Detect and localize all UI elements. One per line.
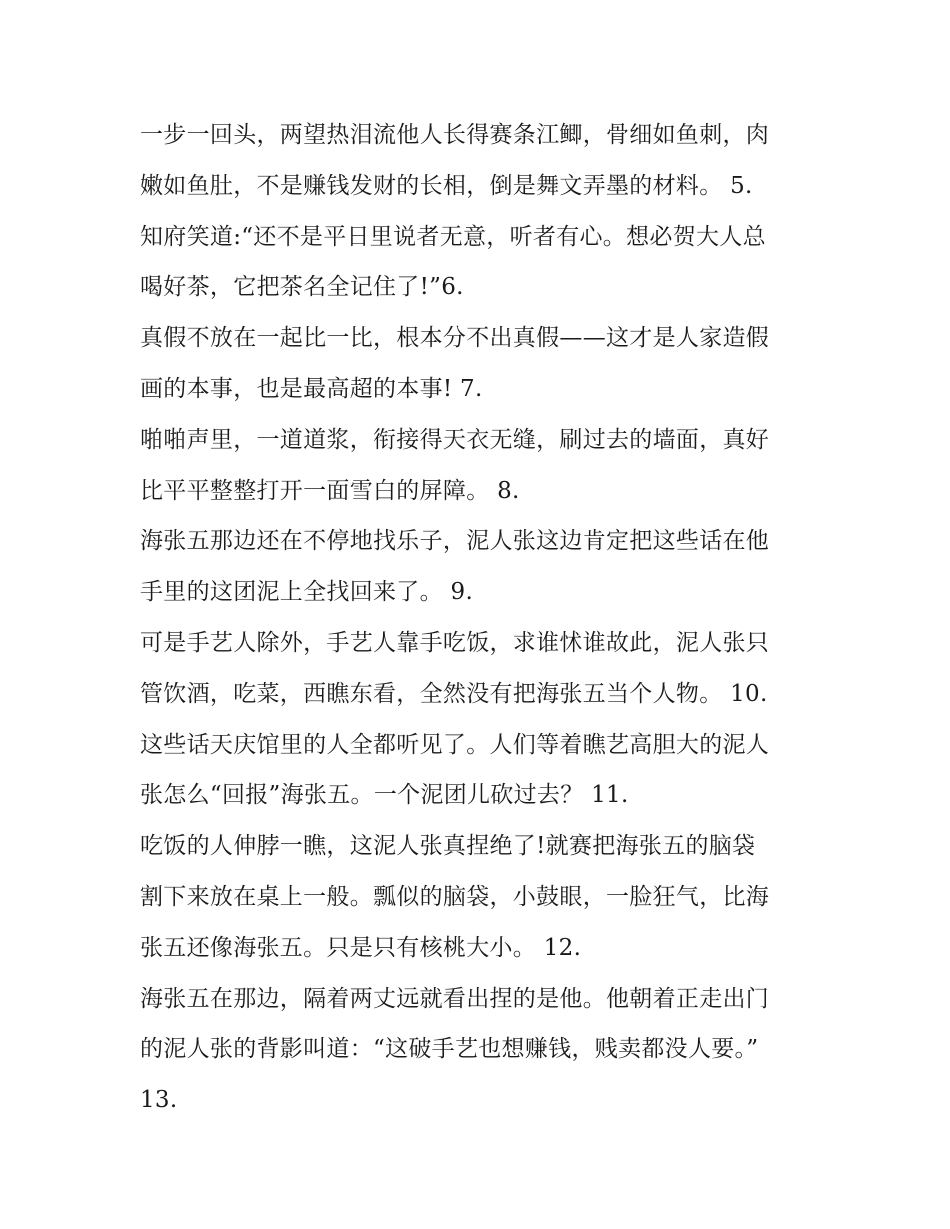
text-line: 13. (140, 1087, 178, 1114)
text-line: 画的本事，也是最高超的本事! 7. (140, 375, 483, 402)
text-line: 割下来放在桌上一般。瓢似的脑袋，小鼓眼，一脸狂气，比海 (140, 883, 770, 910)
text-line: 可是手艺人除外，手艺人靠手吃饭，求谁怵谁故此，泥人张只 (140, 629, 770, 656)
text-line: 啪啪声里，一道道浆，衔接得天衣无缝，刷过去的墙面，真好 (140, 426, 770, 453)
text-line: 真假不放在一起比一比，根本分不出真假——这才是人家造假 (140, 325, 770, 352)
text-line: 嫩如鱼肚，不是赚钱发财的长相，倒是舞文弄墨的材料。 5. (140, 172, 753, 199)
text-line: 这些话天庆馆里的人全都听见了。人们等着瞧艺高胆大的泥人 (140, 731, 770, 758)
text-line: 管饮酒，吃菜，西瞧东看，全然没有把海张五当个人物。 10. (140, 680, 768, 707)
text-line: 知府笑道:“还不是平日里说者无意，听者有心。想必贺大人总 (140, 223, 766, 250)
body-text (140, 110, 820, 1126)
text-line: 海张五那边还在不停地找乐子，泥人张这边肯定把这些话在他 (140, 528, 770, 555)
text-line: 的泥人张的背影叫道：“这破手艺也想赚钱，贱卖都没人要。” (140, 1036, 759, 1063)
text-line: 手里的这团泥上全找回来了。 9. (140, 579, 474, 606)
text-line: 一步一回头，两望热泪流他人长得赛条江鲫，骨细如鱼刺，肉 (140, 122, 770, 148)
text-line: 张五还像海张五。只是只有核桃大小。 12. (140, 934, 582, 961)
text-line: 吃饭的人伸脖一瞧，这泥人张真捏绝了!就赛把海张五的脑袋 (140, 833, 756, 860)
text-line: 比平平整整打开一面雪白的屏障。 8. (140, 477, 520, 504)
text-line: 喝好茶，它把茶名全记住了!”6. (140, 274, 464, 301)
text-line: 张怎么“回报”海张五。一个泥团儿砍过去？ 11. (140, 782, 629, 809)
text-line: 海张五在那边，隔着两丈远就看出捏的是他。他朝着正走出门 (140, 985, 770, 1012)
